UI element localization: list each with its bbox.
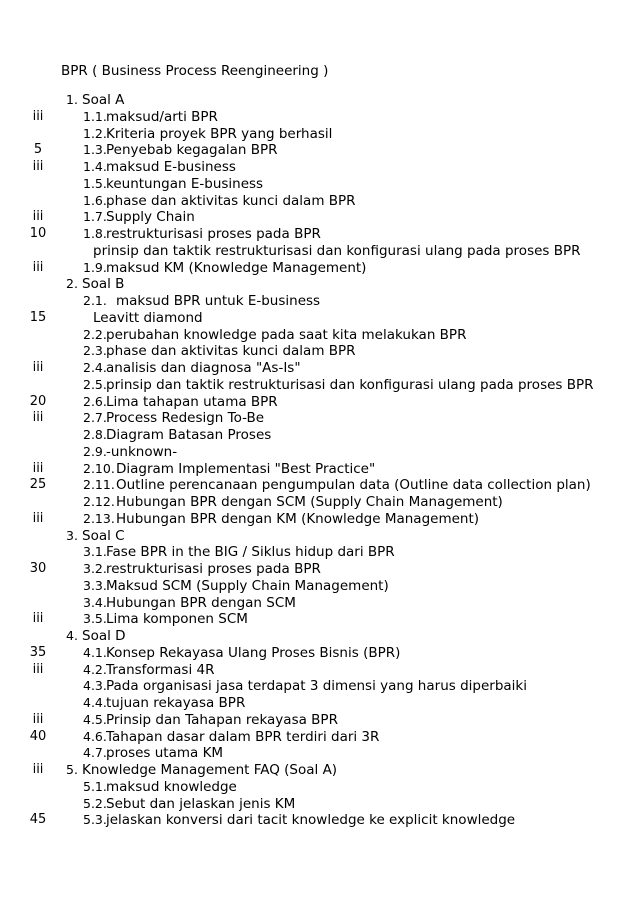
line-number: 20	[29, 393, 47, 409]
item-number: 1.1.	[83, 108, 107, 124]
item-number: 3.	[66, 527, 78, 543]
item-text: Diagram Batasan Proses	[106, 427, 272, 443]
item-number: 3.1.	[83, 544, 107, 560]
outline-item	[0, 126, 638, 143]
line-number: 25	[29, 477, 47, 493]
line-number: iii	[32, 762, 44, 777]
item-text: maksud/arti BPR	[106, 108, 218, 125]
line-number: 30	[29, 561, 47, 576]
line-number: iii	[32, 460, 44, 476]
item-number: 2.5.	[83, 376, 107, 392]
item-text: proses utama KM	[106, 745, 224, 762]
outline-item	[0, 92, 638, 109]
item-number: 2.7.	[83, 410, 107, 426]
item-text: restrukturisasi proses pada BPR	[106, 226, 321, 242]
outline-item	[0, 209, 638, 226]
item-number: 4.5.	[83, 711, 107, 727]
item-number: 1.4.	[83, 159, 107, 174]
item-number: 3.4.	[83, 594, 107, 610]
outline-item	[0, 276, 638, 293]
outline-item	[0, 377, 638, 394]
outline-item	[0, 745, 638, 762]
line-number: 10	[29, 226, 47, 241]
outline-item	[0, 578, 638, 595]
outline-item	[0, 427, 638, 444]
outline-item	[0, 645, 638, 662]
outline-item	[0, 293, 638, 310]
outline-item	[0, 444, 638, 461]
line-number: 5	[33, 142, 43, 158]
outline-item	[0, 511, 638, 528]
outline-item	[0, 611, 638, 628]
outline-item	[0, 544, 638, 561]
item-number: 2.3.	[83, 343, 107, 359]
line-number: iii	[32, 209, 44, 225]
item-text: jelaskan konversi dari tacit knowledge ke explicit knowledge	[106, 812, 516, 829]
line-number: 40	[29, 728, 47, 744]
outline-item	[0, 678, 638, 695]
outline-item	[0, 779, 638, 796]
item-number: 1.7.	[83, 209, 107, 225]
item-number: 2.11.	[83, 477, 115, 493]
outline-item	[0, 410, 638, 427]
outline-item	[0, 461, 638, 478]
item-text: Supply Chain	[106, 209, 195, 226]
item-text: prinsip dan taktik restrukturisasi dan konfigurasi ulang pada proses BPR	[106, 376, 594, 393]
item-text: Sebut dan jelaskan jenis KM	[106, 795, 296, 812]
item-text: Lima tahapan utama BPR	[106, 393, 278, 410]
item-number: 1.5.	[83, 175, 107, 191]
item-text: Hubungan BPR dengan KM (Knowledge Management)	[116, 510, 480, 527]
item-text: Fase BPR in the BIG / Siklus hidup dari BPR	[106, 544, 395, 561]
item-number: 1.3.	[83, 142, 107, 158]
outline-item	[0, 729, 638, 746]
outline-item	[0, 695, 638, 712]
outline-item	[0, 561, 638, 578]
outline-item	[0, 595, 638, 612]
outline-item	[0, 343, 638, 360]
item-text: phase dan aktivitas kunci dalam BPR	[106, 343, 356, 360]
item-text: Outline perencanaan pengumpulan data (Outline data collection plan)	[116, 477, 591, 494]
item-number: 3.3.	[83, 577, 107, 593]
item-number: 3.5.	[83, 611, 107, 627]
item-text: Hubungan BPR dengan SCM (Supply Chain Management)	[116, 494, 503, 510]
item-text: Soal A	[82, 92, 125, 108]
line-number: 15	[29, 309, 47, 325]
item-number: 4.7.	[83, 745, 107, 761]
item-number: 1.2.	[83, 125, 107, 141]
item-number: 4.4.	[83, 695, 107, 710]
item-text: Konsep Rekayasa Ulang Proses Bisnis (BPR)	[106, 644, 401, 661]
item-text: phase dan aktivitas kunci dalam BPR	[106, 192, 356, 209]
outline-item	[0, 310, 638, 327]
item-number: 5.3.	[83, 812, 107, 828]
line-number: iii	[32, 611, 44, 627]
outline-item	[0, 762, 638, 779]
outline-item	[0, 394, 638, 411]
item-text: -unknown-	[106, 443, 178, 460]
outline-item	[0, 712, 638, 729]
line-number: 45	[29, 812, 47, 828]
item-text: Transformasi 4R	[106, 661, 215, 678]
item-text: Soal D	[82, 628, 126, 644]
item-text: Kriteria proyek BPR yang berhasil	[106, 125, 333, 142]
outline-item	[0, 142, 638, 159]
line-number: iii	[32, 410, 44, 426]
item-text: analisis dan diagnosa "As-Is"	[106, 360, 301, 376]
line-number: iii	[32, 711, 44, 727]
item-text: Maksud SCM (Supply Chain Management)	[106, 577, 389, 594]
item-number: 4.3.	[83, 678, 107, 694]
outline-item	[0, 243, 638, 260]
line-number: iii	[32, 159, 44, 174]
item-text: Knowledge Management FAQ (Soal A)	[82, 762, 338, 778]
outline-item	[0, 260, 638, 277]
item-number: 4.6.	[83, 728, 107, 744]
item-text: Process Redesign To-Be	[106, 410, 265, 427]
outline-item	[0, 193, 638, 210]
item-text: Prinsip dan Tahapan rekayasa BPR	[106, 711, 338, 728]
item-text: tujuan rekayasa BPR	[106, 695, 246, 711]
item-text: Lima komponen SCM	[106, 611, 248, 628]
item-text: prinsip dan taktik restrukturisasi dan konfigurasi ulang pada proses BPR	[93, 242, 581, 259]
item-number: 2.1.	[83, 293, 107, 308]
line-number: iii	[32, 510, 44, 526]
line-number: iii	[32, 661, 44, 677]
item-text: Tahapan dasar dalam BPR terdiri dari 3R	[106, 728, 380, 745]
item-number: 2.12.	[83, 494, 115, 509]
outline-item	[0, 528, 638, 545]
outline-item	[0, 477, 638, 494]
item-text: Hubungan BPR dengan SCM	[106, 594, 296, 611]
outline-item	[0, 109, 638, 126]
outline-item	[0, 226, 638, 243]
document-title: BPR ( Business Process Reengineering )	[61, 63, 329, 79]
item-number: 4.2.	[83, 661, 107, 677]
item-text: Penyebab kegagalan BPR	[106, 142, 278, 159]
item-text: perubahan knowledge pada saat kita melakukan BPR	[106, 326, 467, 343]
outline-item	[0, 176, 638, 193]
item-text: maksud BPR untuk E-business	[116, 293, 321, 309]
outline-item	[0, 159, 638, 176]
outline-item	[0, 327, 638, 344]
item-text: keuntungan E-business	[106, 175, 264, 192]
outline-item	[0, 494, 638, 511]
line-number: iii	[32, 360, 44, 375]
item-number: 3.2.	[83, 561, 107, 576]
outline-item	[0, 796, 638, 813]
item-number: 2.8.	[83, 427, 107, 442]
item-number: 4.	[66, 628, 78, 643]
item-number: 2.6.	[83, 393, 107, 409]
item-number: 2.2.	[83, 326, 107, 342]
item-number: 5.1.	[83, 778, 107, 794]
outline-item	[0, 812, 638, 829]
item-number: 5.	[66, 762, 78, 777]
outline-item	[0, 360, 638, 377]
item-number: 1.	[66, 92, 78, 107]
line-number: 35	[29, 644, 47, 660]
item-number: 1.9.	[83, 259, 107, 275]
item-text: Diagram Implementasi "Best Practice"	[116, 460, 376, 477]
item-number: 4.1.	[83, 644, 107, 660]
item-text: restrukturisasi proses pada BPR	[106, 561, 321, 577]
item-number: 2.9.	[83, 443, 107, 459]
item-text: Soal C	[82, 527, 125, 544]
outline-list	[0, 92, 638, 829]
item-text: Soal B	[82, 276, 125, 293]
outline-item	[0, 662, 638, 679]
item-number: 2.13.	[83, 510, 115, 526]
item-number: 2.4.	[83, 360, 107, 375]
item-text: Leavitt diamond	[93, 309, 203, 326]
outline-item	[0, 628, 638, 645]
item-number: 1.6.	[83, 192, 107, 208]
item-number: 5.2.	[83, 795, 107, 811]
item-number: 2.10.	[83, 460, 115, 476]
item-text: maksud KM (Knowledge Management)	[106, 259, 367, 276]
line-number: iii	[32, 259, 44, 275]
item-text: Pada organisasi jasa terdapat 3 dimensi yang harus diperbaiki	[106, 678, 527, 695]
item-number: 1.8.	[83, 226, 107, 241]
item-text: maksud knowledge	[106, 778, 237, 795]
line-number: iii	[32, 108, 44, 124]
item-number: 2.	[66, 276, 78, 292]
item-text: maksud E-business	[106, 159, 236, 175]
